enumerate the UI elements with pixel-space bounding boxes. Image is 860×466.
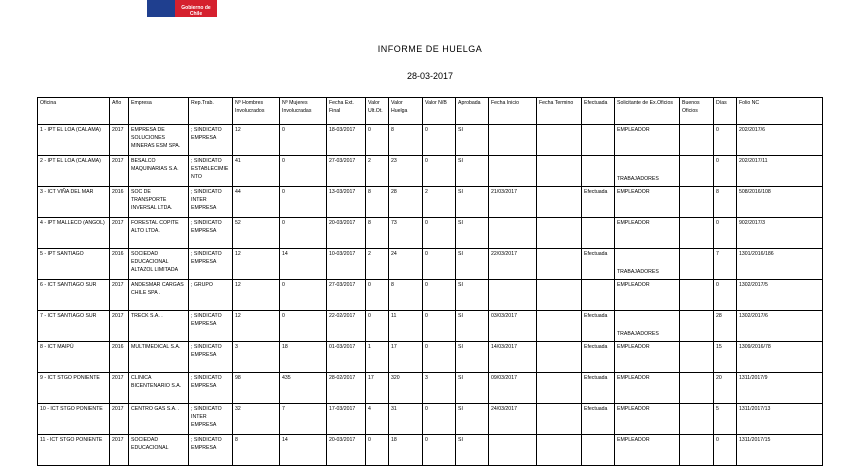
table-cell: TRABAJADORES [615,249,680,280]
table-cell: 01-03/2017 [327,342,366,373]
table-row [38,156,823,187]
table-cell: 2017 [110,156,129,187]
logo-blue-block [147,0,175,17]
table-cell: 22-02/2017 [327,311,366,342]
header-row [38,98,823,125]
table-cell: 12 [233,125,280,156]
table-cell [582,435,615,466]
table-cell: SI [456,404,489,435]
table-cell: 0 [423,125,456,156]
table-cell: ; SINDICATO ESTABLECIMIENTO [189,156,233,187]
table-cell: 4 [366,404,389,435]
table-cell: EMPLEADOR [615,404,680,435]
table-cell: BESALCO MAQUINARIAS S.A. [129,156,189,187]
table-cell: 2 [366,249,389,280]
table-cell: 1 - IPT EL LOA (CALAMA) [38,125,110,156]
table-cell: 20-03/2017 [327,435,366,466]
table-cell: ; SINDICATO INTER EMPRESA [189,187,233,218]
table-cell: ; SINDICATO EMPRESA [189,435,233,466]
column-header: Año [110,98,129,125]
column-header: Fecha Inicio [489,98,537,125]
table-cell: SI [456,342,489,373]
table-cell: Efectuada [582,342,615,373]
table-cell: 28 [389,187,423,218]
table-cell: EMPLEADOR [615,435,680,466]
column-header: Solicitante de Ex.Oficios [615,98,680,125]
table-cell: 435 [280,373,327,404]
table-cell: Efectuada [582,373,615,404]
table-cell [582,280,615,311]
table-cell: ; SINDICATO EMPRESA [189,342,233,373]
report-title: INFORME DE HUELGA [377,44,483,54]
table-cell: SI [456,280,489,311]
table-cell: 14 [280,249,327,280]
table-cell: Efectuada [582,311,615,342]
table-row [38,280,823,311]
table-cell: SI [456,435,489,466]
table-cell: 12 [233,249,280,280]
table-cell: 8 [366,187,389,218]
table-cell: 11 - ICT STGO PONIENTE [38,435,110,466]
table-cell: 52 [233,218,280,249]
table-cell: 10 - ICT STGO PONIENTE [38,404,110,435]
table-cell: 1311/2017/13 [737,404,823,435]
table-cell: 0 [366,125,389,156]
table-cell: 2017 [110,125,129,156]
column-header: Folio NC [737,98,823,125]
table-cell: 0 [714,435,737,466]
table-cell: SOCIEDAD EDUCACIONAL ALTAZOL LIMITADA [129,249,189,280]
table-cell: ; SINDICATO EMPRESA [189,125,233,156]
table-cell [489,435,537,466]
table-cell: 12 [233,280,280,311]
table-cell: 0 [280,311,327,342]
table-cell [537,280,582,311]
table-cell: 23 [389,156,423,187]
table-cell: 18-03/2017 [327,125,366,156]
table-cell: TRABAJADORES [615,311,680,342]
table-cell: 0 [280,280,327,311]
table-cell: ANDESMAR CARGAS CHILE SPA . [129,280,189,311]
table-cell: 24/03/2017 [489,404,537,435]
table-cell [680,218,714,249]
table-cell: 1311/2017/15 [737,435,823,466]
table-cell: 0 [423,342,456,373]
table-cell: 2017 [110,435,129,466]
table-cell: 8 [233,435,280,466]
table-cell [489,280,537,311]
table-cell: CENTRO GAS S.A. . [129,404,189,435]
table-cell: 202/2017/11 [737,156,823,187]
table-cell [537,249,582,280]
table-cell: 03/03/2017 [489,311,537,342]
table-cell: 18 [389,435,423,466]
table-cell: 32 [233,404,280,435]
table-cell: EMPLEADOR [615,373,680,404]
table-cell [537,373,582,404]
table-cell: 2 [423,187,456,218]
table-cell: 31 [389,404,423,435]
table-cell: 27-03/2017 [327,156,366,187]
table-cell: 3 [233,342,280,373]
table-cell [489,156,537,187]
table-cell: SI [456,373,489,404]
column-header: Nº Mujeres Involucradas [280,98,327,125]
table-cell: EMPLEADOR [615,218,680,249]
table-cell: 21/03/2017 [489,187,537,218]
column-header: Empresa [129,98,189,125]
table-cell: SI [456,187,489,218]
table-cell [537,342,582,373]
table-cell: TRABAJADORES [615,156,680,187]
column-header: Valor Ult.Ot. [366,98,389,125]
report-date: 28-03-2017 [406,71,454,81]
table-body [38,125,823,466]
table-cell: 12 [233,311,280,342]
table-cell: TRECK S.A. . [129,311,189,342]
table-cell [537,156,582,187]
table-cell [680,187,714,218]
table-cell: 1302/2017/6 [737,311,823,342]
table-cell: 6 - ICT SANTIAGO SUR [38,280,110,311]
table-cell: 22/03/2017 [489,249,537,280]
table-cell: 14 [280,435,327,466]
strike-report-table [37,97,823,466]
column-header: Buenos Oficios [680,98,714,125]
table-cell: 8 - ICT MAIPÚ [38,342,110,373]
table-cell: 09/03/2017 [489,373,537,404]
table-cell: 2017 [110,311,129,342]
table-cell: 0 [366,311,389,342]
table-cell: 0 [280,218,327,249]
table-cell: EMPRESA DE SOLUCIONES MINERAS ESM SPA. [129,125,189,156]
table-cell: 2 [366,156,389,187]
table-cell: ; SINDICATO EMPRESA [189,249,233,280]
table-cell: 1301/2016/186 [737,249,823,280]
table-cell [489,125,537,156]
column-header: Rep.Trab. [189,98,233,125]
table-cell: 41 [233,156,280,187]
table-cell [537,435,582,466]
column-header: Valor Huelga [389,98,423,125]
table-cell: 3 - ICT VIÑA DEL MAR [38,187,110,218]
table-cell: CLINICA BICENTENARIO S.A. [129,373,189,404]
table-cell: SI [456,218,489,249]
table-cell: SI [456,311,489,342]
column-header: Fecha Termino [537,98,582,125]
table-cell: 320 [389,373,423,404]
table-cell: 11 [389,311,423,342]
table-cell: 0 [714,280,737,311]
table-row [38,373,823,404]
table-cell: 7 [280,404,327,435]
table-cell: 0 [366,280,389,311]
table-cell: ; GRUPO [189,280,233,311]
gobierno-logo [147,0,217,17]
column-header: Días [714,98,737,125]
table-cell [489,218,537,249]
table-cell: 24 [389,249,423,280]
table-cell: 1309/2016/78 [737,342,823,373]
table-cell: 8 [714,187,737,218]
table-cell: 8 [389,125,423,156]
table-cell: 5 - IPT SANTIAGO [38,249,110,280]
table-cell: ; SINDICATO EMPRESA [189,373,233,404]
table-cell: 2 - IPT EL LOA (CALAMA) [38,156,110,187]
table-cell: 2016 [110,249,129,280]
table-cell: 10-03/2017 [327,249,366,280]
table-cell: 17 [389,342,423,373]
column-header: Nº Hombres Involucrados [233,98,280,125]
table-cell [680,125,714,156]
table-cell [680,373,714,404]
table-cell: 73 [389,218,423,249]
table-cell: 4 - IPT MALLECO (ANGOL) [38,218,110,249]
table-cell: 202/2017/6 [737,125,823,156]
table-row [38,435,823,466]
table-cell: EMPLEADOR [615,187,680,218]
table-cell [680,404,714,435]
column-header: Oficina [38,98,110,125]
table-cell: 13-03/2017 [327,187,366,218]
table-row [38,311,823,342]
table-cell: Efectuada [582,404,615,435]
table-cell: 5 [714,404,737,435]
table-cell: 7 [714,249,737,280]
table-row [38,218,823,249]
table-cell: 27-03/2017 [327,280,366,311]
table-cell: SI [456,125,489,156]
table-cell: EMPLEADOR [615,342,680,373]
table-cell [582,218,615,249]
table-cell: SOCIEDAD EDUCACIONAL [129,435,189,466]
table-cell: 2017 [110,280,129,311]
table-row [38,125,823,156]
table-cell: EMPLEADOR [615,280,680,311]
table-cell: 28 [714,311,737,342]
column-header: Efectuada [582,98,615,125]
table-cell [680,156,714,187]
table-cell: SI [456,249,489,280]
table-cell [680,342,714,373]
table-cell: 8 [366,218,389,249]
table-cell: ; SINDICATO EMPRESA [189,311,233,342]
table-cell: ; SINDICATO INTER EMPRESA [189,404,233,435]
table-cell [537,125,582,156]
column-header: Valor N/B [423,98,456,125]
table-cell: 0 [423,218,456,249]
table-cell: 20-03/2017 [327,218,366,249]
table-cell: SOC DE TRANSPORTE INVERSAL LTDA. [129,187,189,218]
table-row [38,249,823,280]
table-cell [680,311,714,342]
table-cell [680,249,714,280]
table-cell: 17-03/2017 [327,404,366,435]
table-cell: 2016 [110,342,129,373]
table-cell: 0 [714,125,737,156]
table-cell: 0 [423,249,456,280]
table-cell: 2017 [110,218,129,249]
table-cell: 0 [280,125,327,156]
table-cell: MULTIMEDICAL S.A. [129,342,189,373]
table-cell: 14/03/2017 [489,342,537,373]
table-cell [537,311,582,342]
table-cell: 44 [233,187,280,218]
table-cell: 1302/2017/5 [737,280,823,311]
table-cell: EMPLEADOR [615,125,680,156]
table-cell [680,435,714,466]
table-cell: 508/2016/108 [737,187,823,218]
table-cell: 0 [423,435,456,466]
table-cell: 902/2017/3 [737,218,823,249]
table-cell: Efectuada [582,249,615,280]
table-cell: 0 [714,156,737,187]
table-cell [537,218,582,249]
table-cell: 3 [423,373,456,404]
table-cell: 0 [714,218,737,249]
table-cell: 28-02/2017 [327,373,366,404]
table-cell [582,125,615,156]
table-cell: FORESTAL COPITE ALTO LTDA. [129,218,189,249]
table-row [38,342,823,373]
table-cell: 17 [366,373,389,404]
logo-text: Gobierno de Chile [181,5,211,17]
table-cell: 98 [233,373,280,404]
table-cell: 1 [366,342,389,373]
table-cell: 2016 [110,187,129,218]
table-cell: 1311/2017/9 [737,373,823,404]
table-cell: 0 [423,156,456,187]
table-row [38,404,823,435]
table-cell: 0 [366,435,389,466]
table-cell [582,156,615,187]
table-cell: 9 - ICT STGO PONIENTE [38,373,110,404]
table-cell: 0 [280,187,327,218]
table-cell: 2017 [110,373,129,404]
table-cell: ; SINDICATO EMPRESA [189,218,233,249]
table-cell: 18 [280,342,327,373]
table-cell: 7 - ICT SANTIAGO SUR [38,311,110,342]
table-header [38,98,823,125]
table-cell: 0 [423,311,456,342]
table-cell: 2017 [110,404,129,435]
table-cell [537,404,582,435]
table-cell: SI [456,156,489,187]
table-cell: 20 [714,373,737,404]
table-cell: 0 [423,404,456,435]
table-cell: 8 [389,280,423,311]
column-header: Aprobada [456,98,489,125]
table-cell: 0 [280,156,327,187]
table-cell [680,280,714,311]
table-cell: 15 [714,342,737,373]
table-cell: 0 [423,280,456,311]
table-cell [537,187,582,218]
table-cell: Efectuada [582,187,615,218]
table-row [38,187,823,218]
column-header: Fecha Ext. Final [327,98,366,125]
